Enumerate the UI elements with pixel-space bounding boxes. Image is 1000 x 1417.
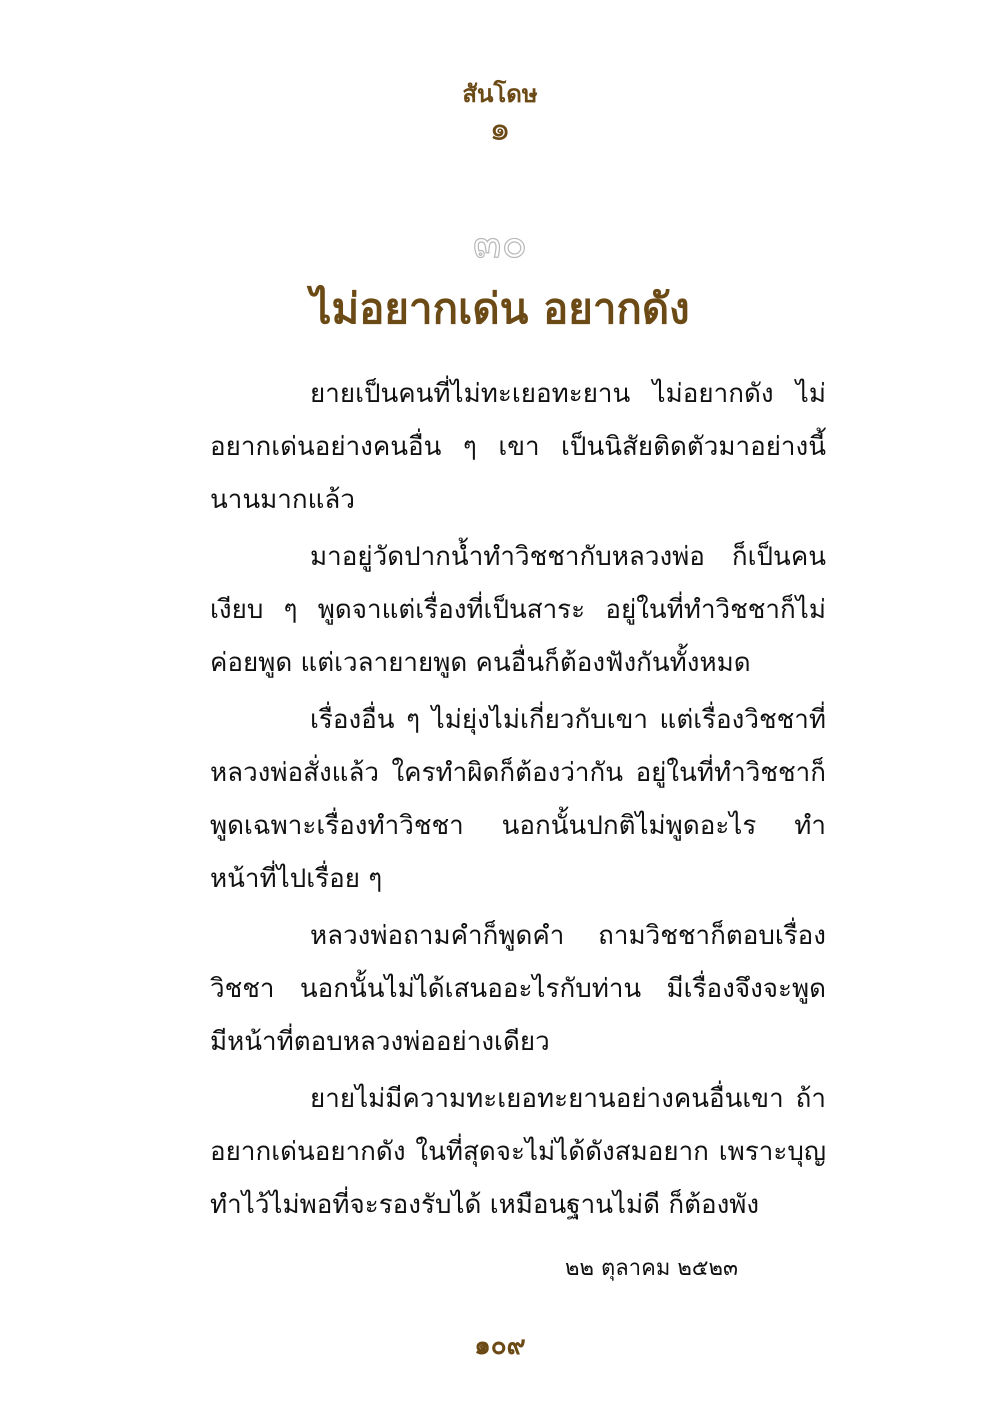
chapter-number: ๓๐ (472, 218, 528, 267)
paragraph: มาอยู่วัดปากน้ำทำวิชชากับหลวงพ่อ ก็เป็นคนเงียบ ๆ พูดจาแต่เรื่องที่เป็นสาระ อยู่ในที่ทำวิชชาก็ไม่ค่อยพูด แต่เวลายายพูด คนอื่นก็ต้องฟังกันทั้งหมด (210, 542, 826, 678)
page-number: ๑๐๙ (474, 1331, 526, 1361)
paragraph: หลวงพ่อถามคำก็พูดคำ ถามวิชชาก็ตอบเรื่องวิชชา นอกนั้นไม่ได้เสนออะไรกับท่าน มีเรื่องจึงจะพูด มีหน้าที่ตอบหลวงพ่ออย่างเดียว (210, 921, 826, 1057)
paragraph: เรื่องอื่น ๆ ไม่ยุ่งไม่เกี่ยวกับเขา แต่เรื่องวิชชาที่หลวงพ่อสั่งแล้ว ใครทำผิดก็ต้องว่ากัน อยู่ในที่ทำวิชชาก็พูดเฉพาะเรื่องทำวิชชา นอกนั้นปกติไม่พูดอะไร ทำหน้าที่ไปเรื่อย ๆ (210, 705, 826, 894)
paragraph: ยายเป็นคนที่ไม่ทะเยอทะยาน ไม่อยากดัง ไม่อยากเด่นอย่างคนอื่น ๆ เขา เป็นนิสัยติดตัวมาอย่างนี้นานมากแล้ว (210, 379, 826, 515)
body-text (210, 368, 826, 1236)
date: ๒๒ ตุลาคม ๒๕๒๓ (565, 1256, 739, 1281)
chapter-title: ไม่อยากเด่น อยากดัง (310, 284, 690, 333)
section-number: ๑ (489, 109, 511, 149)
section-title: สันโดษ (462, 80, 538, 108)
paragraph: ยายไม่มีความทะเยอทะยานอย่างคนอื่นเขา ถ้าอยากเด่นอยากดัง ในที่สุดจะไม่ได้ดังสมอยาก เพราะบุญทำไว้ไม่พอที่จะรองรับได้ เหมือนฐานไม่ดี ก็ต้องพัง (210, 1084, 826, 1220)
